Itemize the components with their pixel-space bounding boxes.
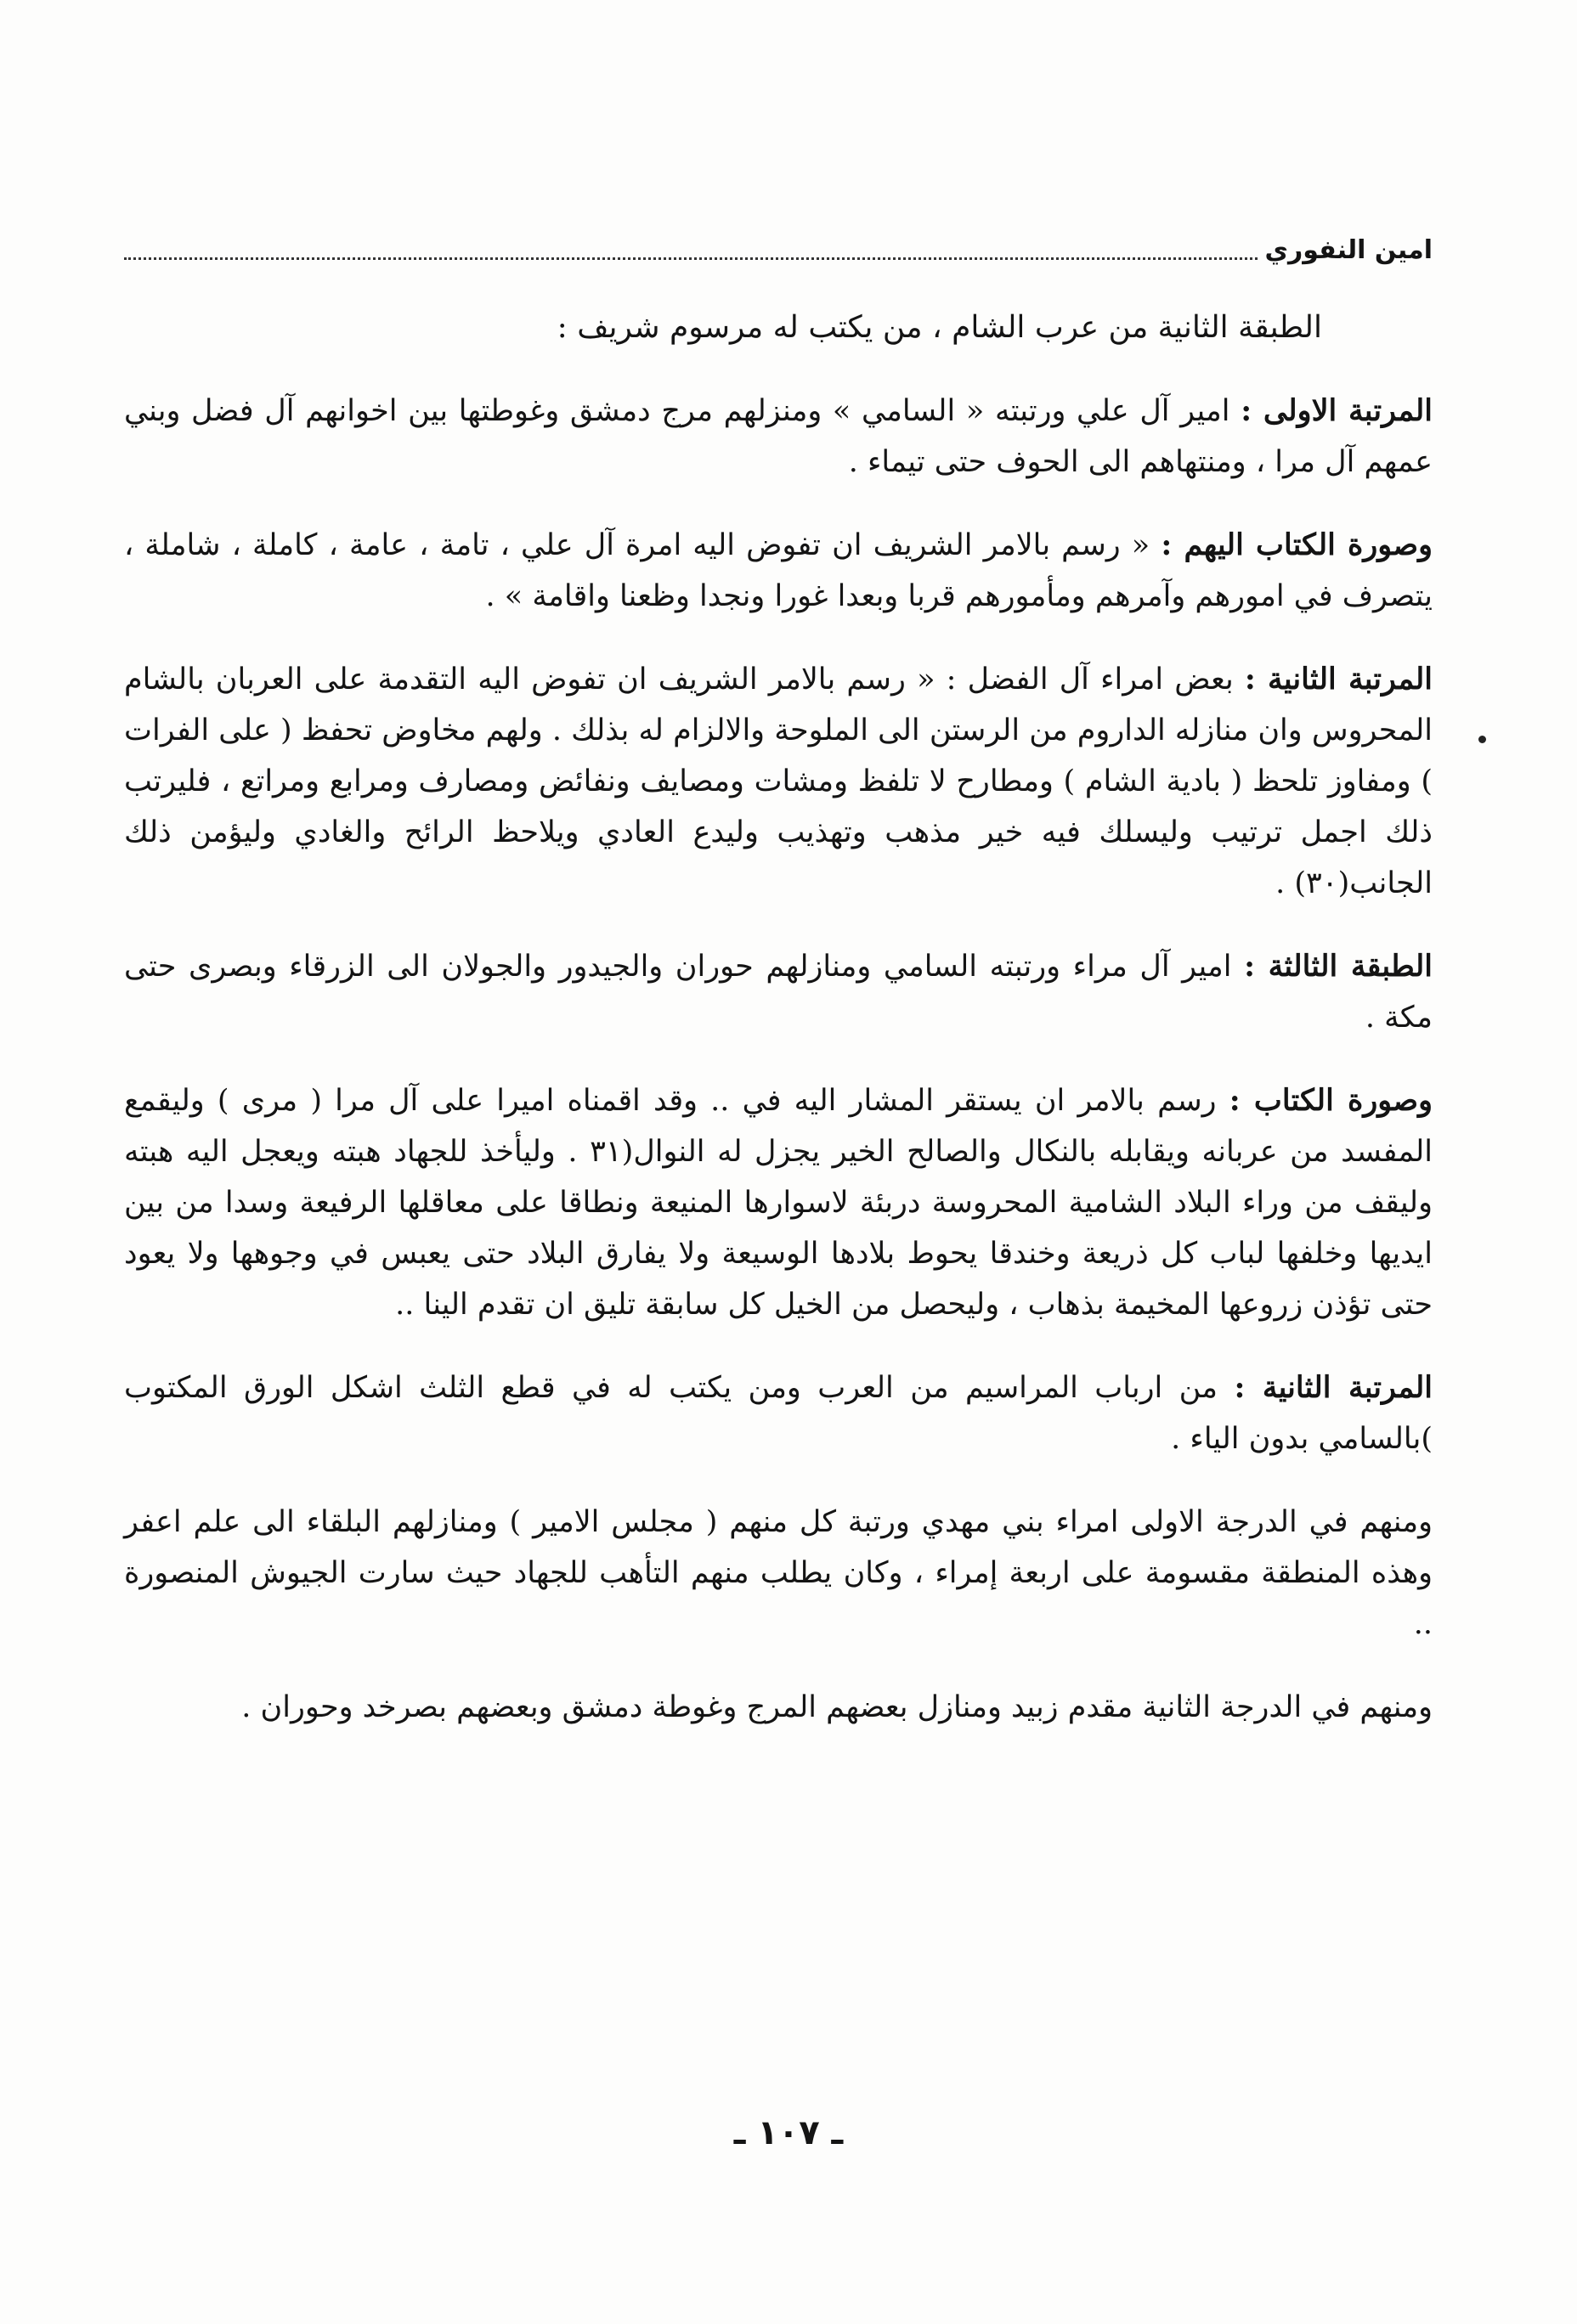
margin-dot	[1478, 736, 1486, 743]
paragraph-lead: المرتبة الاولى :	[1241, 393, 1433, 428]
header-dotted-rule	[124, 257, 1258, 260]
paragraph-degree-two	[124, 1682, 1433, 1733]
paragraph-letter-form	[124, 520, 1433, 622]
running-header	[124, 223, 1433, 263]
paragraph-lead: المرتبة الثانية :	[1244, 662, 1433, 697]
paragraph-class-two-heading: الطبقة الثانية من عرب الشام ، من يكتب له مرسوم شريف :	[557, 310, 1322, 345]
paragraph-text: بعض امراء آل الفضل : « رسم بالامر الشريف ان تفوض اليه التقدمة على العربان بالشام المحروس وان منازله الداروم من الرستن الى الملوحة والالزام له بذلك . ولهم مخاوض تحفظ ( على الفرات ) ومفاوز تلحظ ( بادية الشام ) ومطارح لا تلفظ ومشات ومصايف ونفائض ومصارف ومرابع ومراتع ، فليرتب ذلك اجمل ترتيب وليسلك فيه خير مذهب وتهذيب وليدع العادي ويلاحظ الرائح والغادي وليؤمن ذلك الجانب(٣٠) .	[124, 663, 1433, 900]
body-text	[124, 302, 1433, 1765]
paragraph-text: ومنهم في الدرجة الاولى امراء بني مهدي ورتبة كل منهم ( مجلس الامير ) ومنازلهم البلقاء الى علم اعفر وهذه المنطقة مقسومة على اربعة إمراء ، وكان يطلب منهم التأهب للجهاد حيث سارت الجيوش المنصورة ..	[124, 1505, 1433, 1641]
paragraph-lead: وصورة الكتاب :	[1229, 1083, 1433, 1118]
paragraph-text: امير آل مراء ورتبته السامي ومنازلهم حوران والجيدور والجولان الى الزرقاء وبصرى حتى مكة .	[124, 950, 1433, 1035]
paragraph-text: امير آل علي ورتبته « السامي » ومنزلهم مرج دمشق وغوطتها بين اخوانهم آل فضل وبني عمهم آل مرا ، ومنتهاهم الى الحوف حتى تيماء .	[124, 394, 1433, 479]
paragraph-lead: وصورة الكتاب اليهم :	[1161, 527, 1433, 562]
paragraph-text: من ارباب المراسيم من العرب ومن يكتب له في قطع الثلث اشكل الورق المكتوب )بالسامي بدون الياء .	[124, 1371, 1433, 1456]
paragraph-degree-one	[124, 1497, 1433, 1650]
page-number: ـ ١٠٧ ـ	[733, 2113, 844, 2152]
header-author: امين النفوري	[1264, 235, 1433, 265]
paragraph-lead: المرتبة الثانية :	[1234, 1370, 1433, 1405]
paragraph-rank-two-decrees	[124, 1362, 1433, 1464]
paragraph-text: « رسم بالامر الشريف ان تفوض اليه امرة آل علي ، تامة ، عامة ، كاملة ، شاملة ، يتصرف في امورهم وآمرهم ومأمورهم قربا وبعدا غورا ونجدا وظعنا واقامة » .	[124, 528, 1433, 613]
paragraph-letter-form-two	[124, 1075, 1433, 1330]
paragraph-text: ومنهم في الدرجة الثانية مقدم زبيد ومنازل بعضهم المرج وغوطة دمشق وبعضهم بصرخد وحوران .	[241, 1690, 1433, 1724]
paragraph-class-three	[124, 941, 1433, 1043]
paragraph-text: رسم بالامر ان يستقر المشار اليه في .. وقد اقمناه اميرا على آل مرا ( مرى ) وليقمع المفسد من عربانه ويقابله بالنكال والصالح الخير يجزل له النوال(٣١ . وليأخذ للجهاد هبته ويعجل اليه هبته وليقف من وراء البلاد الشامية المحروسة دربئة لاسوارها المنيعة ونطاقا على معاقلها الرفيعة وسدا من بين ايديها وخلفها لباب كل ذريعة وخندقا يحوط بلادها الوسيعة ولا يفارق البلاد حتى يعبس في وجوهها ولا يعود حتى تؤذن زروعها المخيمة بذهاب ، وليحصل من الخيل كل سابقة تليق ان تقدم الينا ..	[124, 1084, 1433, 1322]
paragraph-rank-two	[124, 654, 1433, 909]
paragraph-rank-one	[124, 386, 1433, 488]
paragraph-lead: الطبقة الثالثة :	[1244, 949, 1433, 984]
